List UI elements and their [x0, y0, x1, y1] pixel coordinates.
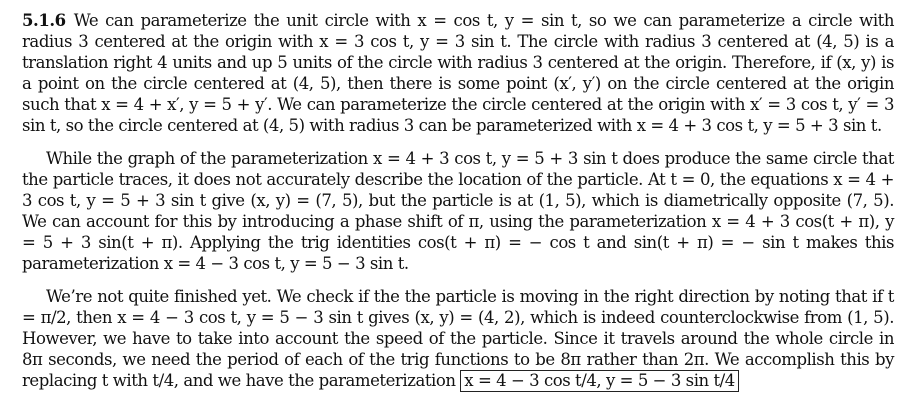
paragraph-1: [22, 10, 894, 136]
paragraph-2-text: While the graph of the parameterization x = 4 + 3 cos t, y = 5 + 3 sin t does produce the same circle that the particle traces, it does not accurately describe the location of the particle. At t = 0, the equations x = 4 + 3 cos t, y = 5 + 3 sin t give (x, y) = (7, 5), but the particle is at (1, 5), which is diametrically opposite (7, 5). We can account for this by introducing a phase shift of π, using the parameterization x = 4 + 3 cos(t + π), y = 5 + 3 sin(t + π). Applying the trig identities cos(t + π) = − cos t and sin(t + π) = − sin t makes this parameterization x = 4 − 3 cos t, y = 5 − 3 sin t.: [22, 149, 894, 273]
paragraph-3-text: We’re not quite finished yet. We check if the the particle is moving in the right direction by noting that if t = π/2, then x = 4 − 3 cos t, y = 5 − 3 sin t gives (x, y) = (4, 2), which is indeed counterclockwise from (1, 5). However, we have to take into account the speed of the particle. Since it travels around the whole circle in 8π seconds, we need the period of each of the trig functions to be 8π rather than 2π. We accomplish this by replacing t with t/4, and we have the parameterization: [22, 287, 894, 390]
section-label: 5.1.6: [22, 11, 66, 30]
final-answer-box: x = 4 − 3 cos t/4, y = 5 − 3 sin t/4: [460, 370, 739, 392]
paragraph-1-text: We can parameterize the unit circle with x = cos t, y = sin t, so we can parameterize a circle with radius 3 centered at the origin with x = 3 cos t, y = 3 sin t. The circle with radius 3 centered at (4, 5) is a translation right 4 units and up 5 units of the circle with radius 3 centered at the origin. Therefore, if (x, y) is a point on the circle centered at (4, 5), then there is some point (x′, y′) on the circle centered at the origin such that x = 4 + x′, y = 5 + y′. We can parameterize the circle centered at the origin with x′ = 3 cos t, y′ = 3 sin t, so the circle centered at (4, 5) with radius 3 can be parameterized with x = 4 + 3 cos t, y = 5 + 3 sin t.: [22, 11, 894, 135]
paragraph-3: [22, 286, 894, 392]
paragraph-2: [22, 148, 894, 274]
